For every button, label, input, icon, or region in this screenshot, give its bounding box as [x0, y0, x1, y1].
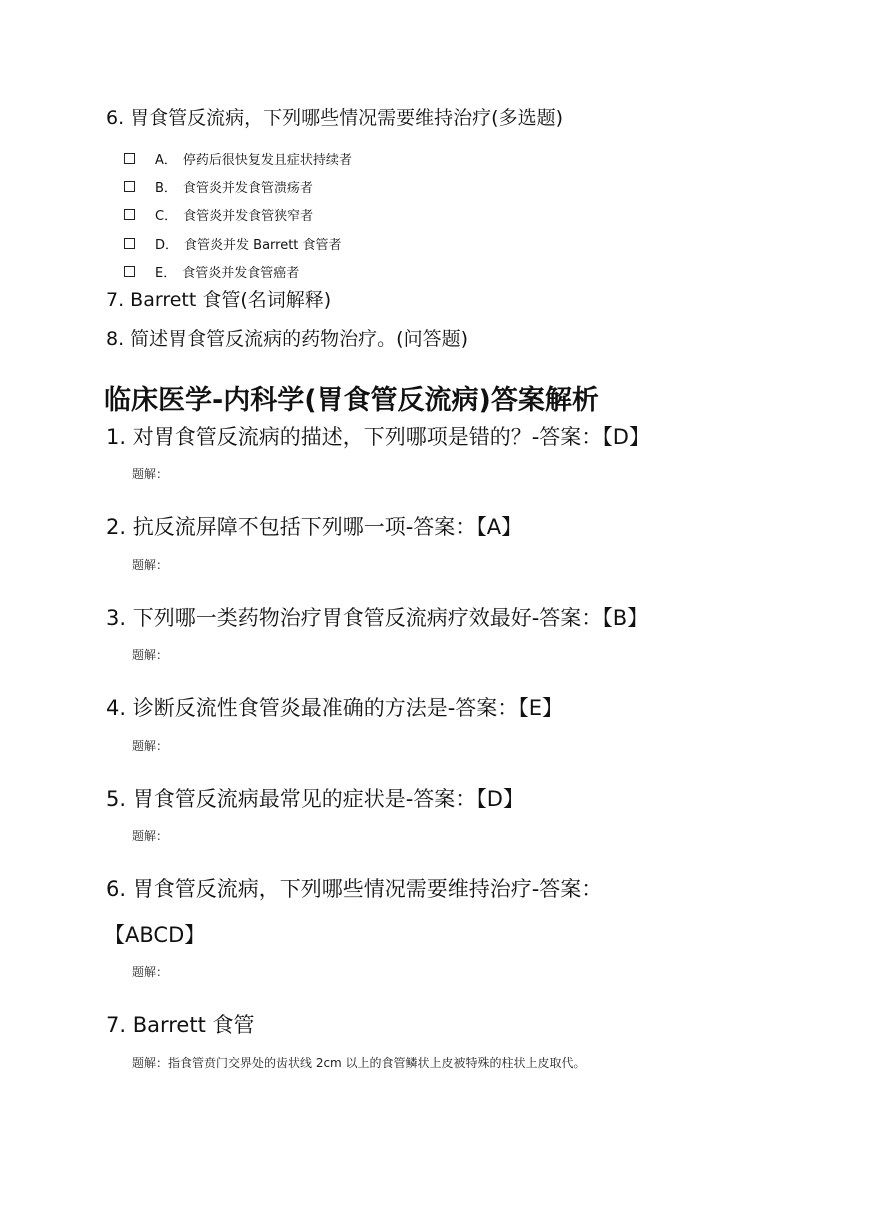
checkbox-icon[interactable] — [124, 181, 135, 192]
explanation-5: 题解： — [132, 829, 169, 843]
option-text: 食管炎并发食管癌者 — [182, 266, 300, 282]
option-text: 食管炎并发食管狭窄者 — [183, 209, 314, 225]
answer-1: 1. 对胃食管反流病的描述，下列哪项是错的？-答案：【D】 — [106, 425, 650, 449]
explanation-2: 题解： — [132, 558, 169, 572]
option-letter: E． — [155, 266, 177, 282]
checkbox-icon[interactable] — [124, 266, 135, 277]
answer-2: 2. 抗反流屏障不包括下列哪一项-答案：【A】 — [106, 515, 523, 539]
option-c[interactable] — [124, 201, 352, 229]
question-6-options — [124, 144, 352, 286]
option-letter: D． — [155, 237, 179, 253]
option-d[interactable] — [124, 229, 352, 257]
explanation-3: 题解： — [132, 648, 169, 662]
checkbox-icon[interactable] — [124, 238, 135, 249]
answer-3: 3. 下列哪一类药物治疗胃食管反流病疗效最好-答案：【B】 — [106, 606, 649, 630]
checkbox-icon[interactable] — [124, 209, 135, 220]
explanation-4: 题解： — [132, 739, 169, 753]
option-letter: B． — [155, 181, 177, 197]
answer-6-key: 【ABCD】 — [104, 923, 206, 947]
answer-5: 5. 胃食管反流病最常见的症状是-答案：【D】 — [106, 787, 524, 811]
question-8: 8. 简述胃食管反流病的药物治疗。(问答题) — [106, 328, 468, 350]
explanation-7: 题解：指食管贲门交界处的齿状线 2cm 以上的食管鳞状上皮被特殊的柱状上皮取代。 — [132, 1056, 586, 1070]
option-text: 食管炎并发食管溃疡者 — [182, 181, 313, 197]
answers-title: 临床医学-内科学(胃食管反流病)答案解析 — [104, 385, 599, 416]
option-letter: C． — [155, 209, 178, 225]
option-a[interactable] — [124, 144, 352, 172]
question-6: 6. 胃食管反流病，下列哪些情况需要维持治疗(多选题) — [106, 107, 563, 129]
checkbox-icon[interactable] — [124, 153, 135, 164]
answer-4: 4. 诊断反流性食管炎最准确的方法是-答案：【E】 — [106, 696, 564, 720]
question-7: 7. Barrett 食管(名词解释) — [106, 289, 332, 311]
option-text: 停药后很快复发且症状持续者 — [182, 152, 352, 168]
explanation-1: 题解： — [132, 467, 169, 481]
answer-7: 7. Barrett 食管 — [106, 1013, 255, 1037]
option-e[interactable] — [124, 258, 352, 286]
option-letter: A． — [155, 152, 177, 168]
explanation-6: 题解： — [132, 965, 169, 979]
answer-6: 6. 胃食管反流病，下列哪些情况需要维持治疗-答案： — [106, 877, 603, 901]
option-b[interactable] — [124, 172, 352, 200]
option-text: 食管炎并发 Barrett 食管者 — [184, 237, 342, 253]
